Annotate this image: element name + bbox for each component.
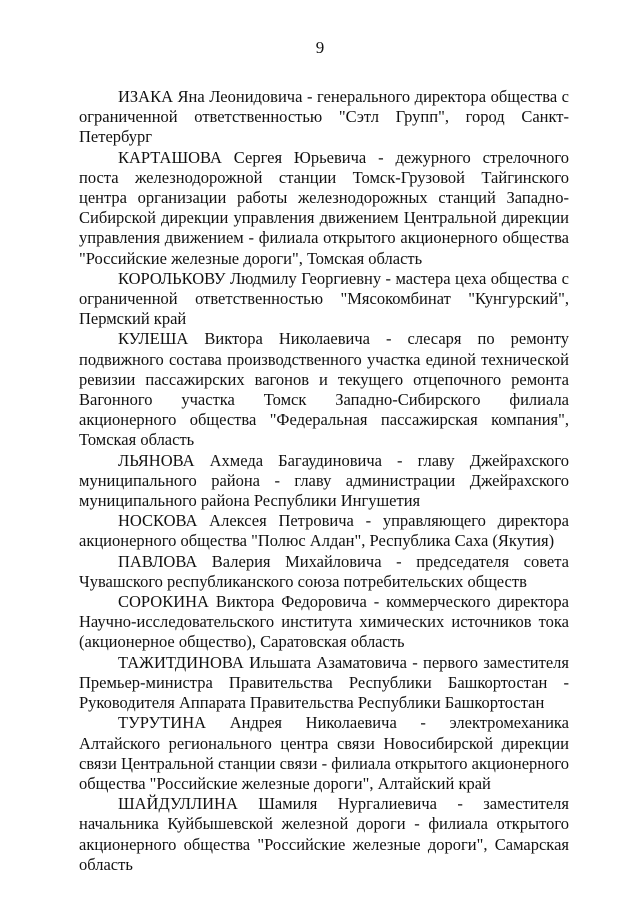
award-entry-sorokin: СОРОКИНА Виктора Федоровича - коммерческого директора Научно-исследовательского института химических источников тока (акционерное общество), Саратовская область [79,592,569,652]
page-number: 9 [315,38,325,57]
award-entry-tazhitdinov: ТАЖИТДИНОВА Ильшата Азаматовича - первого заместителя Премьер-министра Правительства Республики Башкортостан - Руководителя Аппарата Правительства Республики Башкортостан [79,652,569,713]
award-entry-shaydullin: ШАЙДУЛЛИНА Шамиля Нургалиевича - заместителя начальника Куйбышевской железной дороги - филиала открытого акционерного общества "Российские железные дороги", Самарская область [79,794,569,874]
award-list [79,87,569,875]
award-entry-lyanov: ЛЬЯНОВА Ахмеда Багаудиновича - главу Джейрахского муниципального района - главу администрации Джейрахского муниципального района Республики Ингушетия [79,450,569,511]
award-entry-turutin: ТУРУТИНА Андрея Николаевича - электромеханика Алтайского регионального центра связи Новосибирской дирекции связи Центральной станции связи - филиала открытого акционерного общества "Российские железные дороги", Алтайский край [79,713,569,793]
award-entry-pavlov: ПАВЛОВА Валерия Михайловича - председателя совета Чувашского республиканского союза потребительских обществ [79,551,569,591]
award-entry-kartashov: КАРТАШОВА Сергея Юрьевича - дежурного стрелочного поста железнодорожной станции Томск-Грузовой Тайгинского центра организации работы железнодорожных станций Западно-Сибирской дирекции управления движением Центральной дирекции управления движением - филиала открытого акционерного общества "Российские железные дороги", Томская область [79,147,569,268]
award-entry-kulesh: КУЛЕША Виктора Николаевича - слесаря по ремонту подвижного состава производственного участка единой технической ревизии пассажирских вагонов и текущего отцепочного ремонта Вагонного участка Томск Западно-Сибирского филиала акционерного общества "Федеральная пассажирская компания", Томская область [79,329,569,450]
award-entry-korolkova: КОРОЛЬКОВУ Людмилу Георгиевну - мастера цеха общества с ограниченной ответственностью "Мясокомбинат "Кунгурский", Пермский край [79,268,569,329]
award-entry-noskov: НОСКОВА Алексея Петровича - управляющего директора акционерного общества "Полюс Алдан", Республика Саха (Якутия) [79,511,569,551]
award-entry-izaka: ИЗАКА Яна Леонидовича - генерального директора общества с ограниченной ответственностью "Сэтл Групп", город Санкт-Петербург [79,87,569,147]
